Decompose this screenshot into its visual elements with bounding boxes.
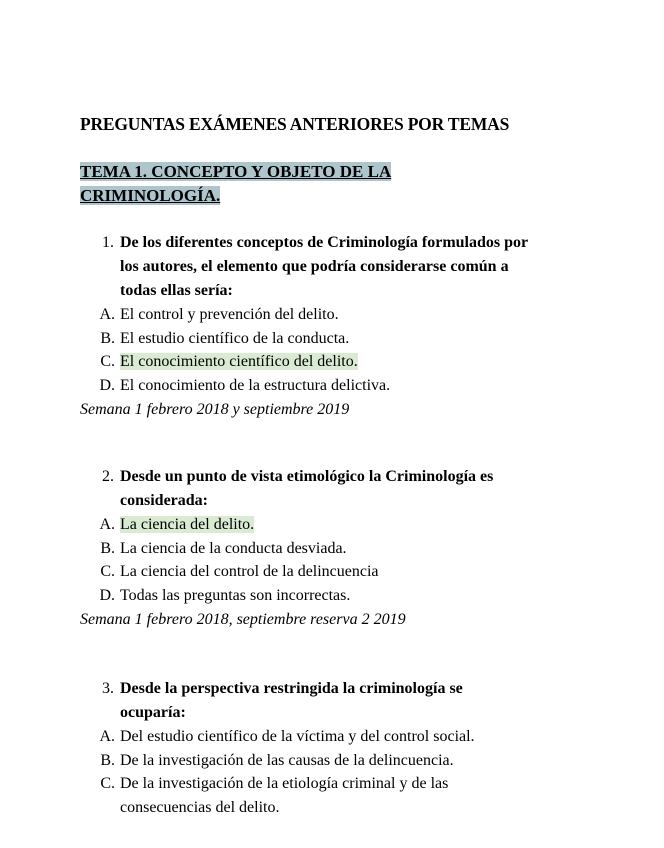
option-text: El control y prevención del delito. bbox=[120, 306, 339, 323]
option-letter: C. bbox=[100, 775, 115, 792]
option-text: La ciencia del control de la delincuencia bbox=[120, 563, 379, 580]
question-number: 1. bbox=[102, 234, 114, 251]
option-text-highlighted: La ciencia del delito. bbox=[120, 516, 255, 533]
option-letter: B. bbox=[100, 751, 115, 769]
exam-source: Semana 1 febrero 2018 y septiembre 2019 bbox=[80, 401, 350, 418]
option-letter: A. bbox=[99, 516, 115, 533]
question-text: Desde la perspectiva restringida la criminología se ocuparía: bbox=[120, 680, 463, 721]
option-text: De la investigación de las causas de la delincuencia. bbox=[120, 751, 454, 769]
option-letter: B. bbox=[100, 539, 115, 557]
option-c bbox=[80, 350, 600, 374]
tema-heading-text: TEMA 1. CONCEPTO Y OBJETO DE LA CRIMINOLOGÍA. bbox=[80, 162, 392, 205]
question-number: 3. bbox=[102, 680, 114, 697]
option-a bbox=[80, 725, 600, 749]
option-text: Del estudio científico de la víctima y del control social. bbox=[120, 728, 475, 745]
option-letter: C. bbox=[100, 563, 115, 580]
option-d bbox=[80, 374, 600, 398]
option-b bbox=[80, 749, 600, 773]
option-letter: D. bbox=[99, 586, 115, 604]
question-2 bbox=[80, 465, 600, 632]
option-text: La ciencia de la conducta desviada. bbox=[120, 539, 347, 557]
option-letter: D. bbox=[99, 376, 115, 394]
option-c bbox=[80, 772, 600, 819]
option-letter: C. bbox=[100, 353, 115, 370]
option-text: El estudio científico de la conducta. bbox=[120, 329, 350, 347]
option-text-highlighted: El conocimiento científico del delito. bbox=[120, 353, 358, 370]
question-number: 2. bbox=[102, 468, 114, 485]
question-3 bbox=[80, 677, 600, 819]
question-text: Desde un punto de vista etimológico la Criminología es considerada: bbox=[120, 468, 494, 509]
option-letter: B. bbox=[100, 329, 115, 347]
option-text: De la investigación de la etiología criminal y de las consecuencias del delito. bbox=[120, 775, 449, 816]
exam-source: Semana 1 febrero 2018, septiembre reserva 2 2019 bbox=[80, 611, 406, 628]
option-d bbox=[80, 584, 600, 608]
option-c bbox=[80, 560, 600, 584]
option-a bbox=[80, 513, 600, 537]
tema-heading bbox=[80, 160, 500, 208]
option-letter: A. bbox=[99, 728, 115, 745]
document-title: PREGUNTAS EXÁMENES ANTERIORES POR TEMAS bbox=[80, 114, 510, 134]
question-text: De los diferentes conceptos de Criminología formulados por los autores, el elemento que podría considerarse común a todas ellas sería: bbox=[120, 234, 528, 299]
option-b bbox=[80, 327, 600, 351]
option-b bbox=[80, 537, 600, 561]
question-1 bbox=[80, 231, 600, 422]
option-letter: A. bbox=[99, 306, 115, 323]
option-text: Todas las preguntas son incorrectas. bbox=[120, 586, 351, 604]
option-text: El conocimiento de la estructura delictiva. bbox=[120, 376, 391, 394]
option-a bbox=[80, 303, 600, 327]
